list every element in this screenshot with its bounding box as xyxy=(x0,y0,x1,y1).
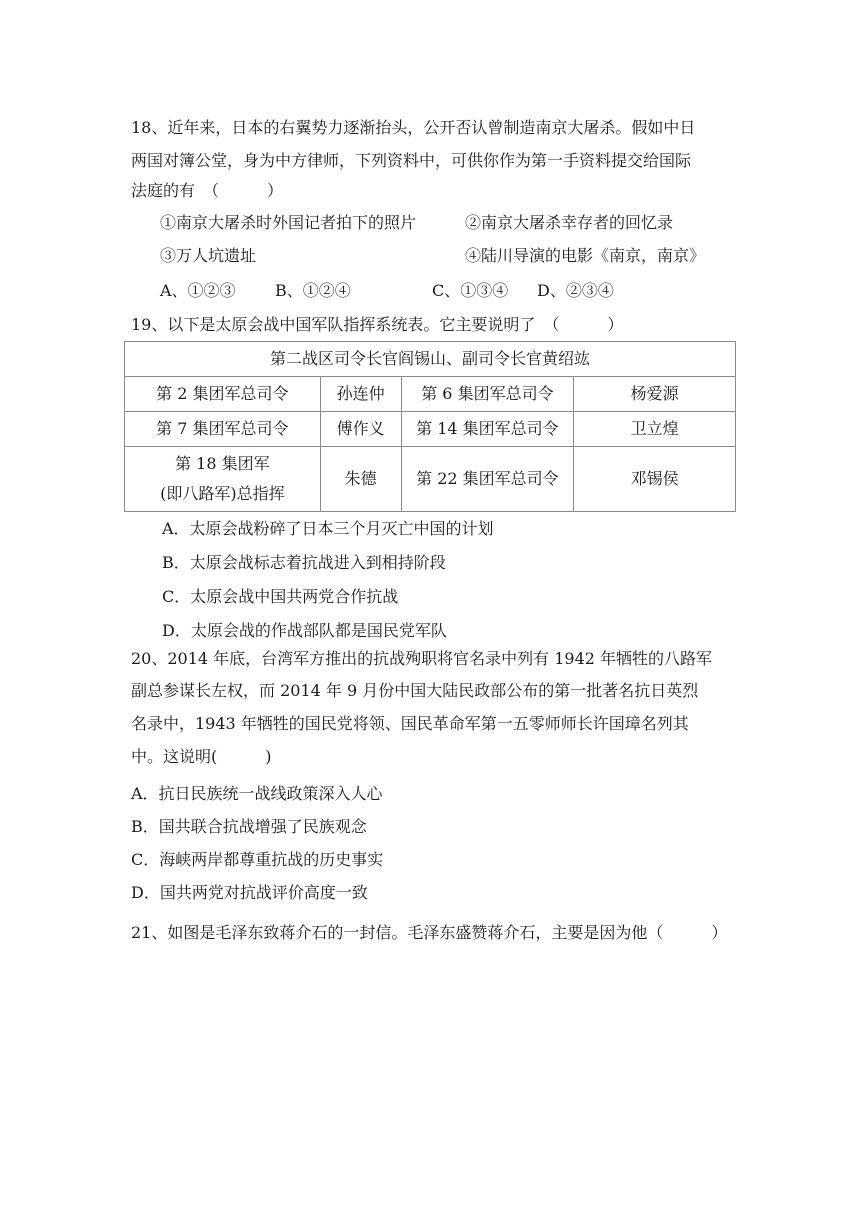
q18-option-d: D、②③④ xyxy=(537,281,614,300)
q21-stem: 21、如图是毛泽东致蒋介石的一封信。毛泽东盛赞蒋介石，主要是因为他（ ） xyxy=(131,923,728,942)
table-cell: 邓锡侯 xyxy=(574,447,736,512)
q20-stem-line-2: 副总参谋长左权，而 2014 年 9 月份中国大陆民政部公布的第一批著名抗日英烈 xyxy=(131,681,699,700)
q18-item-4: ④陆川导演的电影《南京，南京》 xyxy=(465,246,706,265)
table-row xyxy=(125,447,736,512)
q18-stem-line-3: 法庭的有 （ ） xyxy=(131,181,284,200)
q18-option-a: A、①②③ xyxy=(160,281,236,300)
table-cell: 第 22 集团军总司令 xyxy=(401,447,574,512)
table-cell: 第 14 集团军总司令 xyxy=(401,412,574,447)
q20-stem-line-4: 中。这说明( ) xyxy=(131,747,272,766)
table-header: 第二战区司令长官阎锡山、副司令长官黄绍竑 xyxy=(125,342,736,377)
q20-option-a: A．抗日民族统一战线政策深入人心 xyxy=(131,784,383,803)
table-cell: 第 2 集团军总司令 xyxy=(125,377,321,412)
table-cell-line: (即八路军)总指挥 xyxy=(160,484,285,503)
table-cell: 孙连仲 xyxy=(320,377,401,412)
table-cell: 朱德 xyxy=(320,447,401,512)
q18-item-2: ②南京大屠杀幸存者的回忆录 xyxy=(465,213,674,232)
q18-option-c: C、①③④ xyxy=(432,281,509,300)
q20-stem-line-3: 名录中，1943 年牺牲的国民党将领、国民革命军第一五零师师长许国璋名列其 xyxy=(131,714,689,733)
command-system-table xyxy=(124,341,736,512)
q20-stem-line-1: 20、2014 年底，台湾军方推出的抗战殉职将官名录中列有 1942 年牺牲的八路军 xyxy=(131,649,713,668)
q20-option-d: D．国共两党对抗战评价高度一致 xyxy=(131,883,368,902)
q19-option-c: C．太原会战中国共两党合作抗战 xyxy=(162,587,399,606)
q20-option-b: B．国共联合抗战增强了民族观念 xyxy=(131,817,367,836)
table-row xyxy=(125,412,736,447)
q18-item-1: ①南京大屠杀时外国记者拍下的照片 xyxy=(160,213,417,232)
table-cell: 杨爱源 xyxy=(574,377,736,412)
table-cell-line: 第 18 集团军 xyxy=(175,454,270,473)
q18-item-3: ③万人坑遗址 xyxy=(160,246,257,265)
q18-option-b: B、①②④ xyxy=(275,281,351,300)
q19-option-b: B．太原会战标志着抗战进入到相持阶段 xyxy=(162,553,446,572)
q18-stem-line-2: 两国对簿公堂，身为中方律师，下列资料中，可供你作为第一手资料提交给国际 xyxy=(131,151,692,170)
q18-stem-line-1: 18、近年来，日本的右翼势力逐渐抬头，公开否认曾制造南京大屠杀。假如中日 xyxy=(131,118,696,137)
q19-stem: 19、以下是太原会战中国军队指挥系统表。它主要说明了 （ ） xyxy=(131,315,624,334)
table-cell xyxy=(125,447,321,512)
table-cell: 第 6 集团军总司令 xyxy=(401,377,574,412)
q20-option-c: C．海峡两岸都尊重抗战的历史事实 xyxy=(131,850,384,869)
q19-option-a: A．太原会战粉碎了日本三个月灭亡中国的计划 xyxy=(162,519,494,538)
table-cell: 第 7 集团军总司令 xyxy=(125,412,321,447)
table-row xyxy=(125,377,736,412)
table-cell: 傅作义 xyxy=(320,412,401,447)
table-cell: 卫立煌 xyxy=(574,412,736,447)
q19-option-d: D．太原会战的作战部队都是国民党军队 xyxy=(162,621,447,640)
